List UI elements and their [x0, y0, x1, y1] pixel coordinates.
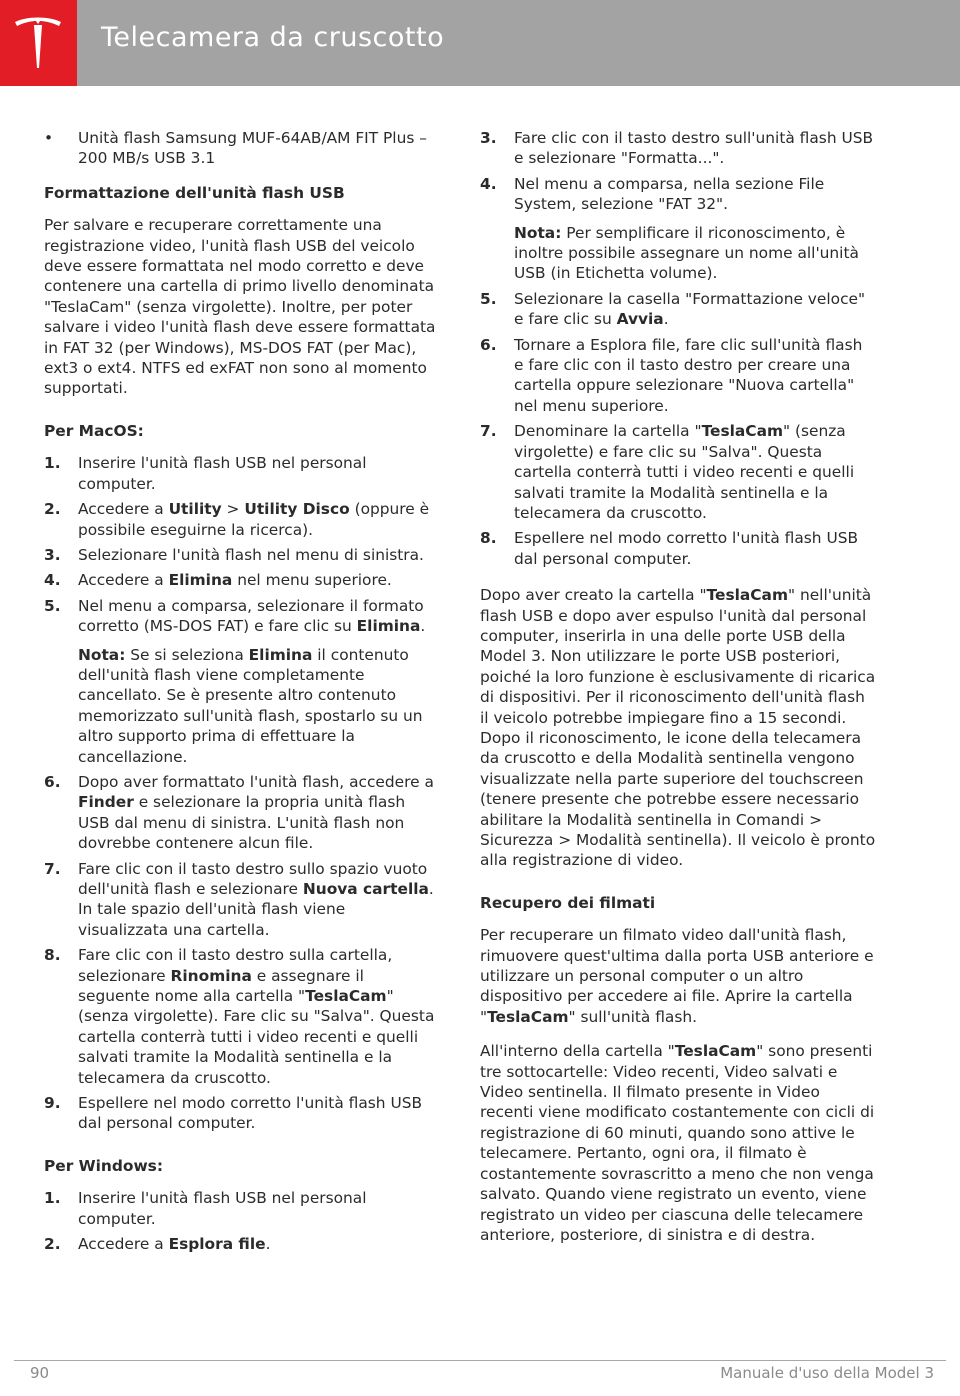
note: Nota: Per semplificare il riconoscimento, è inoltre possibile assegnare un nome all'unità USB (in Etichetta volume).: [514, 223, 859, 283]
list-item: 8. Espellere nel modo corretto l'unità flash USB dal personal computer.: [480, 529, 859, 568]
list-item: 3. Fare clic con il tasto destro sull'unità flash USB e selezionare "Formatta...".: [480, 129, 874, 168]
list-item: 3. Selezionare l'unità flash nel menu di sinistra.: [44, 545, 424, 564]
brand-logo: [0, 0, 77, 86]
manual-title: Manuale d'uso della Model 3: [720, 1364, 934, 1382]
list-item: • Unità flash Samsung MUF-64AB/AM FIT Plus – 200 MB/s USB 3.1: [44, 129, 427, 168]
list-item: 8. Fare clic con il tasto destro sulla cartella, selezionare Rinomina e assegnare il seguente nome alla cartella "TeslaCam" (senza virgolette). Fare clic su "Salva". Questa cartella conterrà tutti i video recenti e quelli salvati tramite la Modalità sentinella e la telecamera da cruscotto.: [44, 946, 435, 1087]
section-heading-format: Formattazione dell'unità flash USB: [44, 183, 345, 202]
footer-divider: [14, 1360, 946, 1361]
bullet-marker: •: [44, 129, 54, 147]
page-header: [0, 0, 960, 86]
page-title: Telecamera da cruscotto: [101, 22, 445, 53]
windows-steps-continued: [480, 128, 876, 569]
page-number: 90: [30, 1364, 50, 1382]
right-column: [480, 128, 876, 1259]
left-column: [44, 128, 440, 1271]
list-item: 4. Nel menu a comparsa, nella sezione File System, selezione "FAT 32". Nota: Per semplificare il riconoscimento, è inoltre possibile assegnare un nome all'unità USB (in Etichetta volume).: [480, 174, 876, 284]
list-item: 6. Dopo aver formattato l'unità flash, accedere a Finder e selezionare la propria unità flash USB dal menu di sinistra. L'unità flash non dovrebbe contenere alcun file.: [44, 772, 434, 853]
recover-paragraph: Per recuperare un filmato video dall'unità flash, rimuovere quest'ultima dalla porta USB anteriore e utilizzare un personal computer o un altro dispositivo per accedere ai file. Aprire la cartella "TeslaCam" sull'unità flash.: [480, 926, 874, 1026]
after-setup-paragraph: Dopo aver creato la cartella "TeslaCam" nell'unità flash USB e dopo aver espulso l'unità dal personal computer, inserirla in una delle porte USB della Model 3. Non utilizzare le porte USB posteriori, poiché la loro funzione è esclusivamente di ricarica di dispositivi. Per il riconoscimento dell'unità flash il veicolo potrebbe impiegare fino a 15 secondi. Dopo il riconoscimento, le icone della telecamera da cruscotto e della Modalità sentinella vengono visualizzate nella parte superiore del touchscreen (tenere presente che potrebbe essere necessario abilitare la Modalità sentinella in Comandi > Sicurezza > Modalità sentinella). Il veicolo è pronto alla registrazione di video.: [480, 586, 876, 870]
tesla-logo-icon: [13, 16, 63, 70]
section-heading-windows: Per Windows:: [44, 1156, 163, 1175]
windows-steps: [44, 1188, 440, 1254]
list-item: 5. Nel menu a comparsa, selezionare il formato corretto (MS-DOS FAT) e fare clic su Elimina. Nota: Se si seleziona Elimina il contenuto dell'unità flash viene completamente cancellato. Se è presente altro contenuto memorizzato sull'unità flash, spostarlo su un altro supporto prima di effettuare la cancellazione.: [44, 596, 440, 767]
list-item: 7. Fare clic con il tasto destro sullo spazio vuoto dell'unità flash e selezionare Nuova cartella. In tale spazio dell'unità flash viene visualizzata una cartella.: [44, 859, 434, 939]
note: Nota: Se si seleziona Elimina il contenuto dell'unità flash viene completamente cancellato. Se è presente altro contenuto memorizzato sull'unità flash, spostarlo su un altro supporto prima di effettuare la cancellazione.: [78, 645, 423, 766]
list-item: 1. Inserire l'unità flash USB nel personal computer.: [44, 454, 367, 493]
list-item: 2. Accedere a Utility > Utility Disco (oppure è possibile eseguirne la ricerca).: [44, 500, 430, 539]
list-item: 6. Tornare a Esplora file, fare clic sull'unità flash e fare clic con il tasto destro per creare una cartella oppure selezionare "Nuova cartella" nel menu superiore.: [480, 335, 863, 415]
list-item: 9. Espellere nel modo corretto l'unità flash USB dal personal computer.: [44, 1094, 423, 1133]
list-item: 4. Accedere a Elimina nel menu superiore.: [44, 571, 392, 590]
macos-steps: [44, 453, 440, 1134]
section-heading-macos: Per MacOS:: [44, 421, 144, 440]
section-heading-recover: Recupero dei filmati: [480, 893, 656, 912]
list-item: 5. Selezionare la casella "Formattazione veloce" e fare clic su Avvia.: [480, 289, 866, 329]
folders-paragraph: All'interno della cartella "TeslaCam" sono presenti tre sottocartelle: Video recenti, Video salvati e Video sentinella. Il filmato presente in Video recenti viene modificato costantemente con cicli di registrazione di 60 minuti, quando sono attive le telecamere. Pertanto, ogni ora, il filmato è costantemente sovrascritto a meno che non venga salvato. Quando viene registrato un evento, viene registrato un video per ciascuna delle telecamere anteriore, posteriore, di sinistra e di destra.: [480, 1042, 875, 1244]
list-item: 7. Denominare la cartella "TeslaCam" (senza virgolette) e fare clic su "Salva". Questa cartella conterrà tutti i video recenti e quelli salvati tramite la Modalità sentinella e la telecamera da cruscotto.: [480, 422, 855, 522]
format-paragraph: Per salvare e recuperare correttamente una registrazione video, l'unità flash USB del veicolo deve essere formattata nel modo corretto e deve contenere una cartella di primo livello denominata "TeslaCam" (senza virgolette). Inoltre, per poter salvare i video l'unità flash deve essere formattata in FAT 32 (per Windows), MS-DOS FAT (per Mac), ext3 o ext4. NTFS ed exFAT non sono al momento supportati.: [44, 216, 436, 398]
list-item: 1. Inserire l'unità flash USB nel personal computer.: [44, 1189, 367, 1228]
list-item: 2. Accedere a Esplora file.: [44, 1235, 271, 1254]
